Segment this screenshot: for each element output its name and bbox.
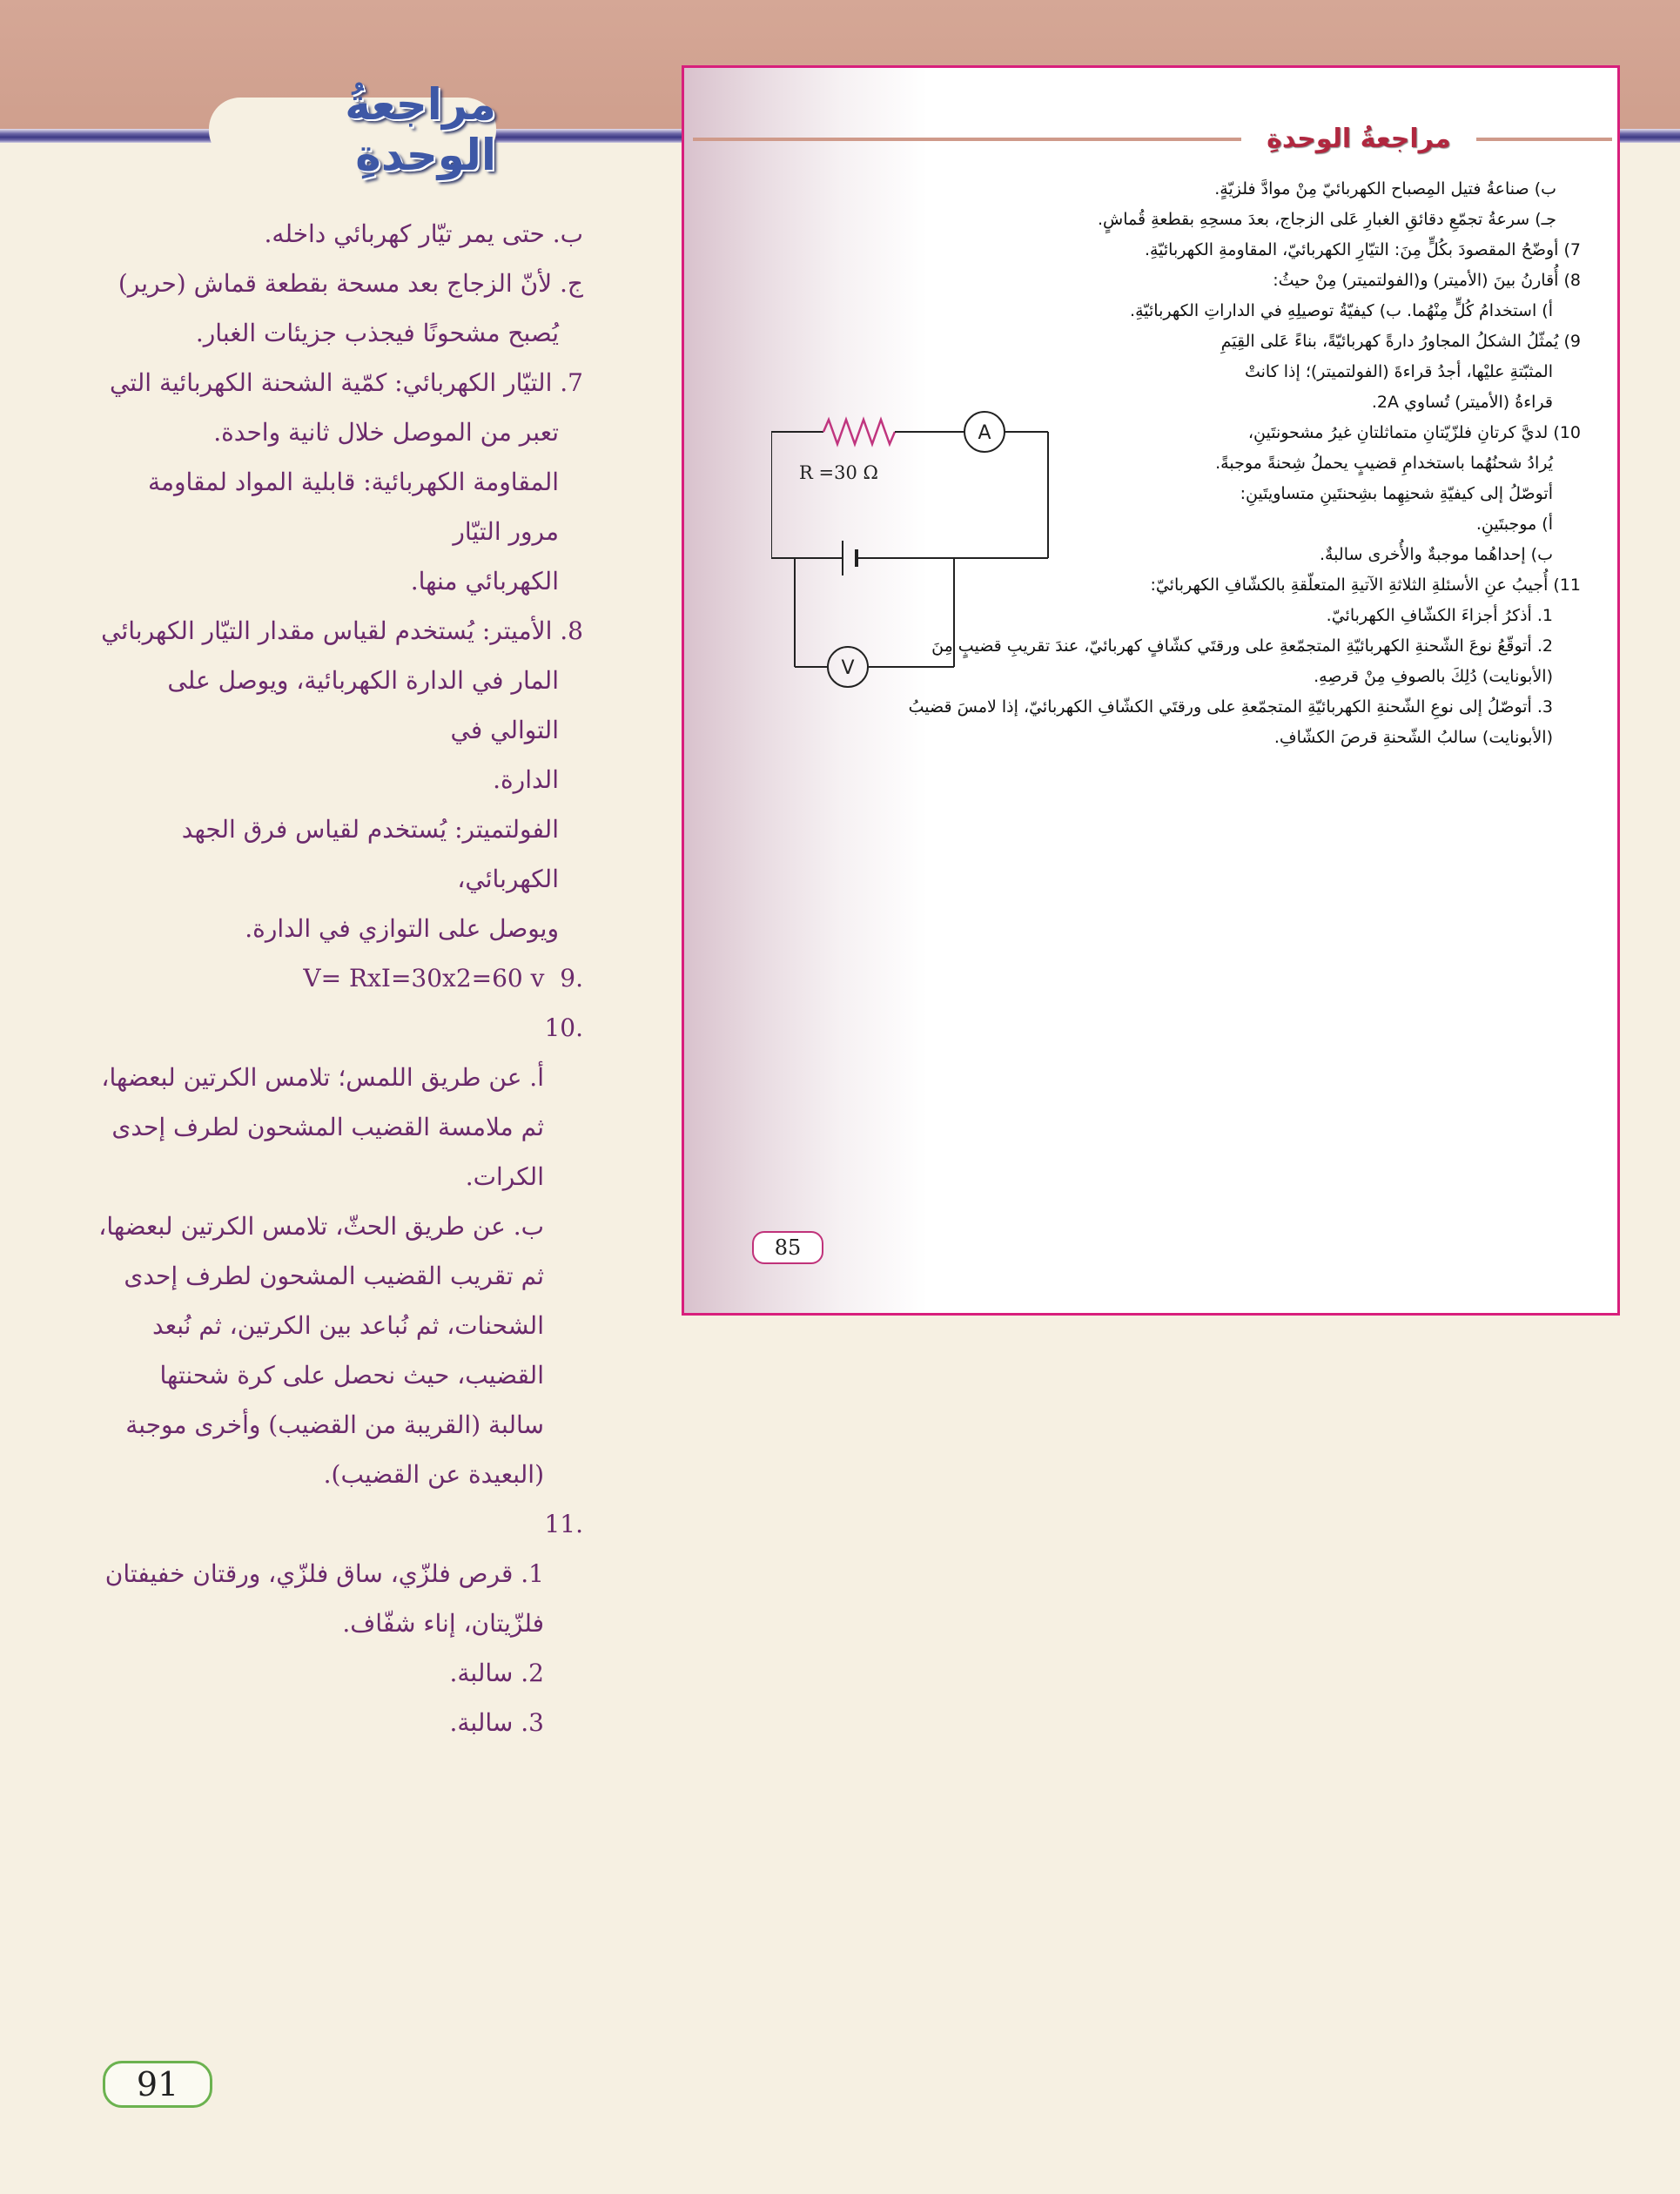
- inner-page-title: مراجعةُ الوحدةِ: [1241, 115, 1476, 162]
- answer-line: .11: [544, 1510, 583, 1538]
- title-rule-right: [1619, 129, 1680, 143]
- answer-line: المار في الدارة الكهربائية، ويوصل على التوالي في: [167, 666, 559, 744]
- answer-line: (البعيدة عن القضيب).: [323, 1460, 544, 1489]
- answer-line: ب. عن طريق الحثّ، تلامس الكرتين لبعضها،: [98, 1212, 544, 1241]
- equation: V= RxI=30x2=60 v: [303, 964, 545, 993]
- question-line: 9) يُمثّلُ الشكلُ المجاورُ دارةً كهربائيّةً، بناءً عَلى القِيَمِ: [1220, 332, 1581, 351]
- answer-line: 8. الأميتر: يُستخدم لقياس مقدار التيّار الكهربائي: [101, 616, 583, 645]
- answer-line: الكرات.: [465, 1162, 544, 1191]
- question-line: المثبّتةِ عليْها، أجدُ قراءةَ (الفولتميتر)؛ إذا كانتْ: [1244, 362, 1553, 381]
- question-line: ب) صناعةُ فتيل المِصباح الكهربائيّ مِنْ موادَّ فلزيّةٍ.: [1214, 179, 1556, 199]
- answer-line: الشحنات، ثم نُباعد بين الكرتين، ثم نُبعد: [152, 1311, 544, 1340]
- answer-line: الفولتميتر: يُستخدم لقياس فرق الجهد الكهربائي،: [181, 815, 559, 893]
- question-line: أتوصّلُ إلى كيفيّةِ شحنِهِما بشِحنتَينِ متساويتَينِ:: [1240, 484, 1553, 503]
- question-line: 11) أُجيبُ عنِ الأسئلةِ الثلاثةِ الآتيةِ المتعلّقةِ بالكشّافِ الكهربائيّ:: [1150, 575, 1581, 595]
- question-line: 7) أوضّحُ المقصودَ بكُلٍّ مِنَ: التيّارِ الكهربائيّ، المقاومةِ الكهربائيّةِ.: [1144, 240, 1581, 259]
- answer-line: يُصبح مشحونًا فيجذب جزيئات الغبار.: [195, 319, 559, 347]
- answer-line: فلزّيتان، إناء شفّاف.: [342, 1609, 544, 1638]
- equation-number: .9: [560, 964, 583, 993]
- question-line: ب) إحداهُما موجبةٌ والأُخرى سالبةٌ.: [1319, 545, 1553, 564]
- question-line: 8) أُقارنُ بينَ (الأميتر) و(الفولتميتر) مِنْ حيثُ:: [1273, 271, 1581, 290]
- answer-line-equation: [96, 953, 583, 1003]
- answer-line: 1. قرص فلزّي، ساق فلزّي، ورقتان خفيفتان: [104, 1559, 544, 1588]
- answers-column: [96, 209, 583, 1747]
- answer-line: الكهربائي منها.: [410, 567, 559, 596]
- question-line: 1. أذكرُ أجزاءَ الكشّافِ الكهربائيّ.: [1326, 606, 1553, 625]
- question-line: 10) لديَّ كرتانِ فلزّيّتانِ متماثلتانِ غيرُ مشحونتَينِ،: [1247, 423, 1581, 442]
- circuit-diagram: [771, 399, 1076, 695]
- answer-line: ب. حتى يمر تيّار كهربائي داخله.: [264, 219, 583, 248]
- question-line: يُرادُ شحنُهُما باستخدامِ قضيبٍ يحملُ شِحنةً موجبةً.: [1215, 454, 1553, 473]
- answer-line: سالبة (القريبة من القضيب) وأخرى موجبة: [125, 1410, 544, 1439]
- answer-line: ويوصل على التوازي في الدارة.: [245, 914, 559, 943]
- question-line: أ) استخدامُ كُلٍّ مِنْهُما. ب) كيفيّةُ توصيلِهِ في الداراتِ الكهربائيّةِ.: [1130, 301, 1553, 320]
- answer-line: تعبر من الموصل خلال ثانية واحدة.: [213, 418, 559, 447]
- answer-line: الدارة.: [493, 765, 559, 794]
- inner-page-number: 85: [752, 1231, 823, 1264]
- question-line: (الأبونايت) دُلِكَ بالصوفِ مِنْ قرصِهِ.: [1314, 667, 1553, 686]
- voltmeter-label: V: [841, 657, 855, 679]
- answer-line: ج. لأنّ الزجاج بعد مسحة بقطعة قماش (حرير): [118, 269, 583, 298]
- answer-line: .10: [544, 1013, 583, 1042]
- answer-line: 2. سالبة.: [449, 1659, 544, 1687]
- question-line: 3. أتوصّلُ إلى نوعِ الشّحنةِ الكهربائيّةِ المتجمّعةِ على ورقتَي الكشّافِ الكهربائيّ، إذا لامسَ قضيبُ: [908, 697, 1553, 717]
- question-line: (الأبونايت) سالبُ الشّحنةِ قرصَ الكشّافِ.: [1273, 728, 1553, 747]
- question-line: 2. أتوقّعُ نوعَ الشّحنةِ الكهربائيّةِ المتجمّعةِ على ورقتَي كشّافٍ كهربائيّ، عندَ تقريبِ قضيبٍ مِنَ: [931, 636, 1553, 656]
- answer-line: القضيب، حيث نحصل على كرة شحنتها: [159, 1361, 544, 1390]
- page-number: 91: [103, 2061, 212, 2108]
- page-title: مراجعةُ الوحدةِ: [209, 98, 496, 162]
- answer-line: 7. التيّار الكهربائي: كمّية الشحنة الكهربائية التي: [109, 368, 583, 397]
- answer-line: المقاومة الكهربائية: قابلية المواد لمقاومة مرور التيّار: [147, 468, 559, 546]
- resistor-symbol: [823, 420, 895, 444]
- answer-line: ثم ملامسة القضيب المشحون لطرف إحدى: [111, 1113, 544, 1141]
- resistor-label: R =30 Ω: [799, 462, 878, 483]
- answer-line: أ. عن طريق اللمس؛ تلامس الكرتين لبعضها،: [101, 1063, 544, 1092]
- ammeter-label: A: [978, 422, 991, 444]
- answer-line: ثم تقريب القضيب المشحون لطرف إحدى: [124, 1262, 544, 1290]
- question-line: أ) موجبتَينِ.: [1475, 515, 1553, 534]
- question-line: جـ) سرعةُ تجمّعِ دقائقِ الغبارِ عَلى الزجاج، بعدَ مسحِهِ بقطعةِ قُماشٍ.: [1098, 210, 1556, 229]
- answer-line: 3. سالبة.: [449, 1708, 544, 1737]
- embedded-textbook-page: [682, 65, 1620, 1316]
- question-line: قراءةُ (الأميتر) تُساوي 2A.: [1371, 393, 1553, 412]
